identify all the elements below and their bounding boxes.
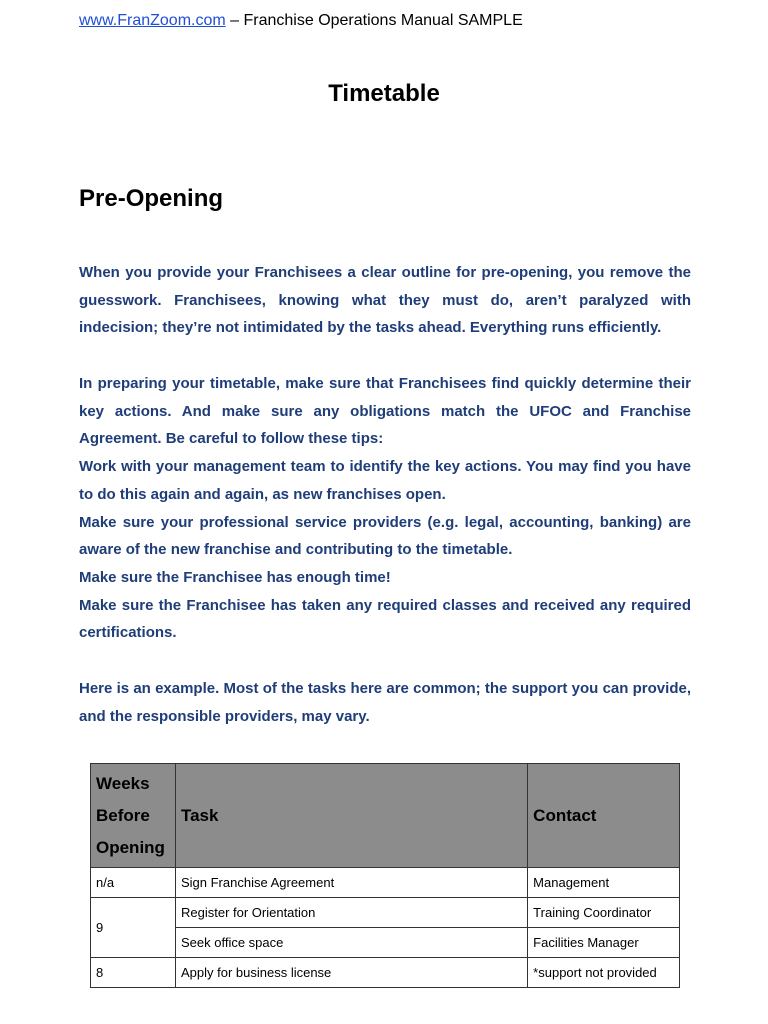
page-header <box>79 12 523 30</box>
contact-cell: Management <box>528 868 680 898</box>
page-title: Timetable <box>328 80 440 107</box>
weeks-cell: 8 <box>91 958 176 988</box>
task-cell: Seek office space <box>175 928 527 958</box>
table-row <box>91 898 680 928</box>
prep-paragraph: In preparing your timetable, make sure that Franchisees find quickly determine their key actions. And make sure any obligations match the UFOC and Franchise Agreement. Be careful to follow these tips: <box>79 375 691 448</box>
timetable-table <box>90 763 680 988</box>
weeks-before-opening-header <box>91 764 176 868</box>
franzoom-link[interactable]: www.FranZoom.com <box>79 12 226 29</box>
tip-paragraph: Make sure the Franchisee has enough time! <box>79 568 391 586</box>
tip-paragraph: Make sure the Franchisee has taken any required classes and received any required certifications. <box>79 596 691 642</box>
weeks-header-line: Weeks <box>96 773 150 793</box>
contact-cell: Facilities Manager <box>528 928 680 958</box>
contact-cell: Training Coordinator <box>528 898 680 928</box>
contact-header: Contact <box>528 764 680 868</box>
contact-cell: *support not provided <box>528 958 680 988</box>
task-cell: Sign Franchise Agreement <box>175 868 527 898</box>
tips-block <box>79 370 691 647</box>
task-header: Task <box>175 764 527 868</box>
table-row <box>91 928 680 958</box>
table-row <box>91 958 680 988</box>
example-block <box>79 675 691 730</box>
intro-paragraph: When you provide your Franchisees a clear outline for pre-opening, you remove the guesswork. Franchisees, knowing what they must do, aren’t paralyzed with indecision; they’re not intimidated by the tasks ahead. Everything runs efficiently. <box>79 264 691 337</box>
weeks-header-line: Opening <box>96 837 165 857</box>
section-title: Pre-Opening <box>79 185 224 212</box>
weeks-header-line: Before <box>96 805 150 825</box>
intro-block <box>79 259 691 342</box>
tip-paragraph: Work with your management team to identify the key actions. You may find you have to do this again and again, as new franchises open. <box>79 458 691 503</box>
weeks-cell: n/a <box>91 868 176 898</box>
task-cell: Apply for business license <box>175 958 527 988</box>
tip-paragraph: Make sure your professional service providers (e.g. legal, accounting, banking) are aware of the new franchise and contributing to the timetable. <box>79 513 691 559</box>
header-suffix: – Franchise Operations Manual SAMPLE <box>225 12 523 29</box>
example-paragraph: Here is an example. Most of the tasks here are common; the support you can provide, and the responsible providers, may vary. <box>79 680 691 725</box>
table-row <box>91 868 680 898</box>
task-cell: Register for Orientation <box>175 898 527 928</box>
table-header-row <box>91 764 680 868</box>
weeks-cell: 9 <box>91 898 176 958</box>
